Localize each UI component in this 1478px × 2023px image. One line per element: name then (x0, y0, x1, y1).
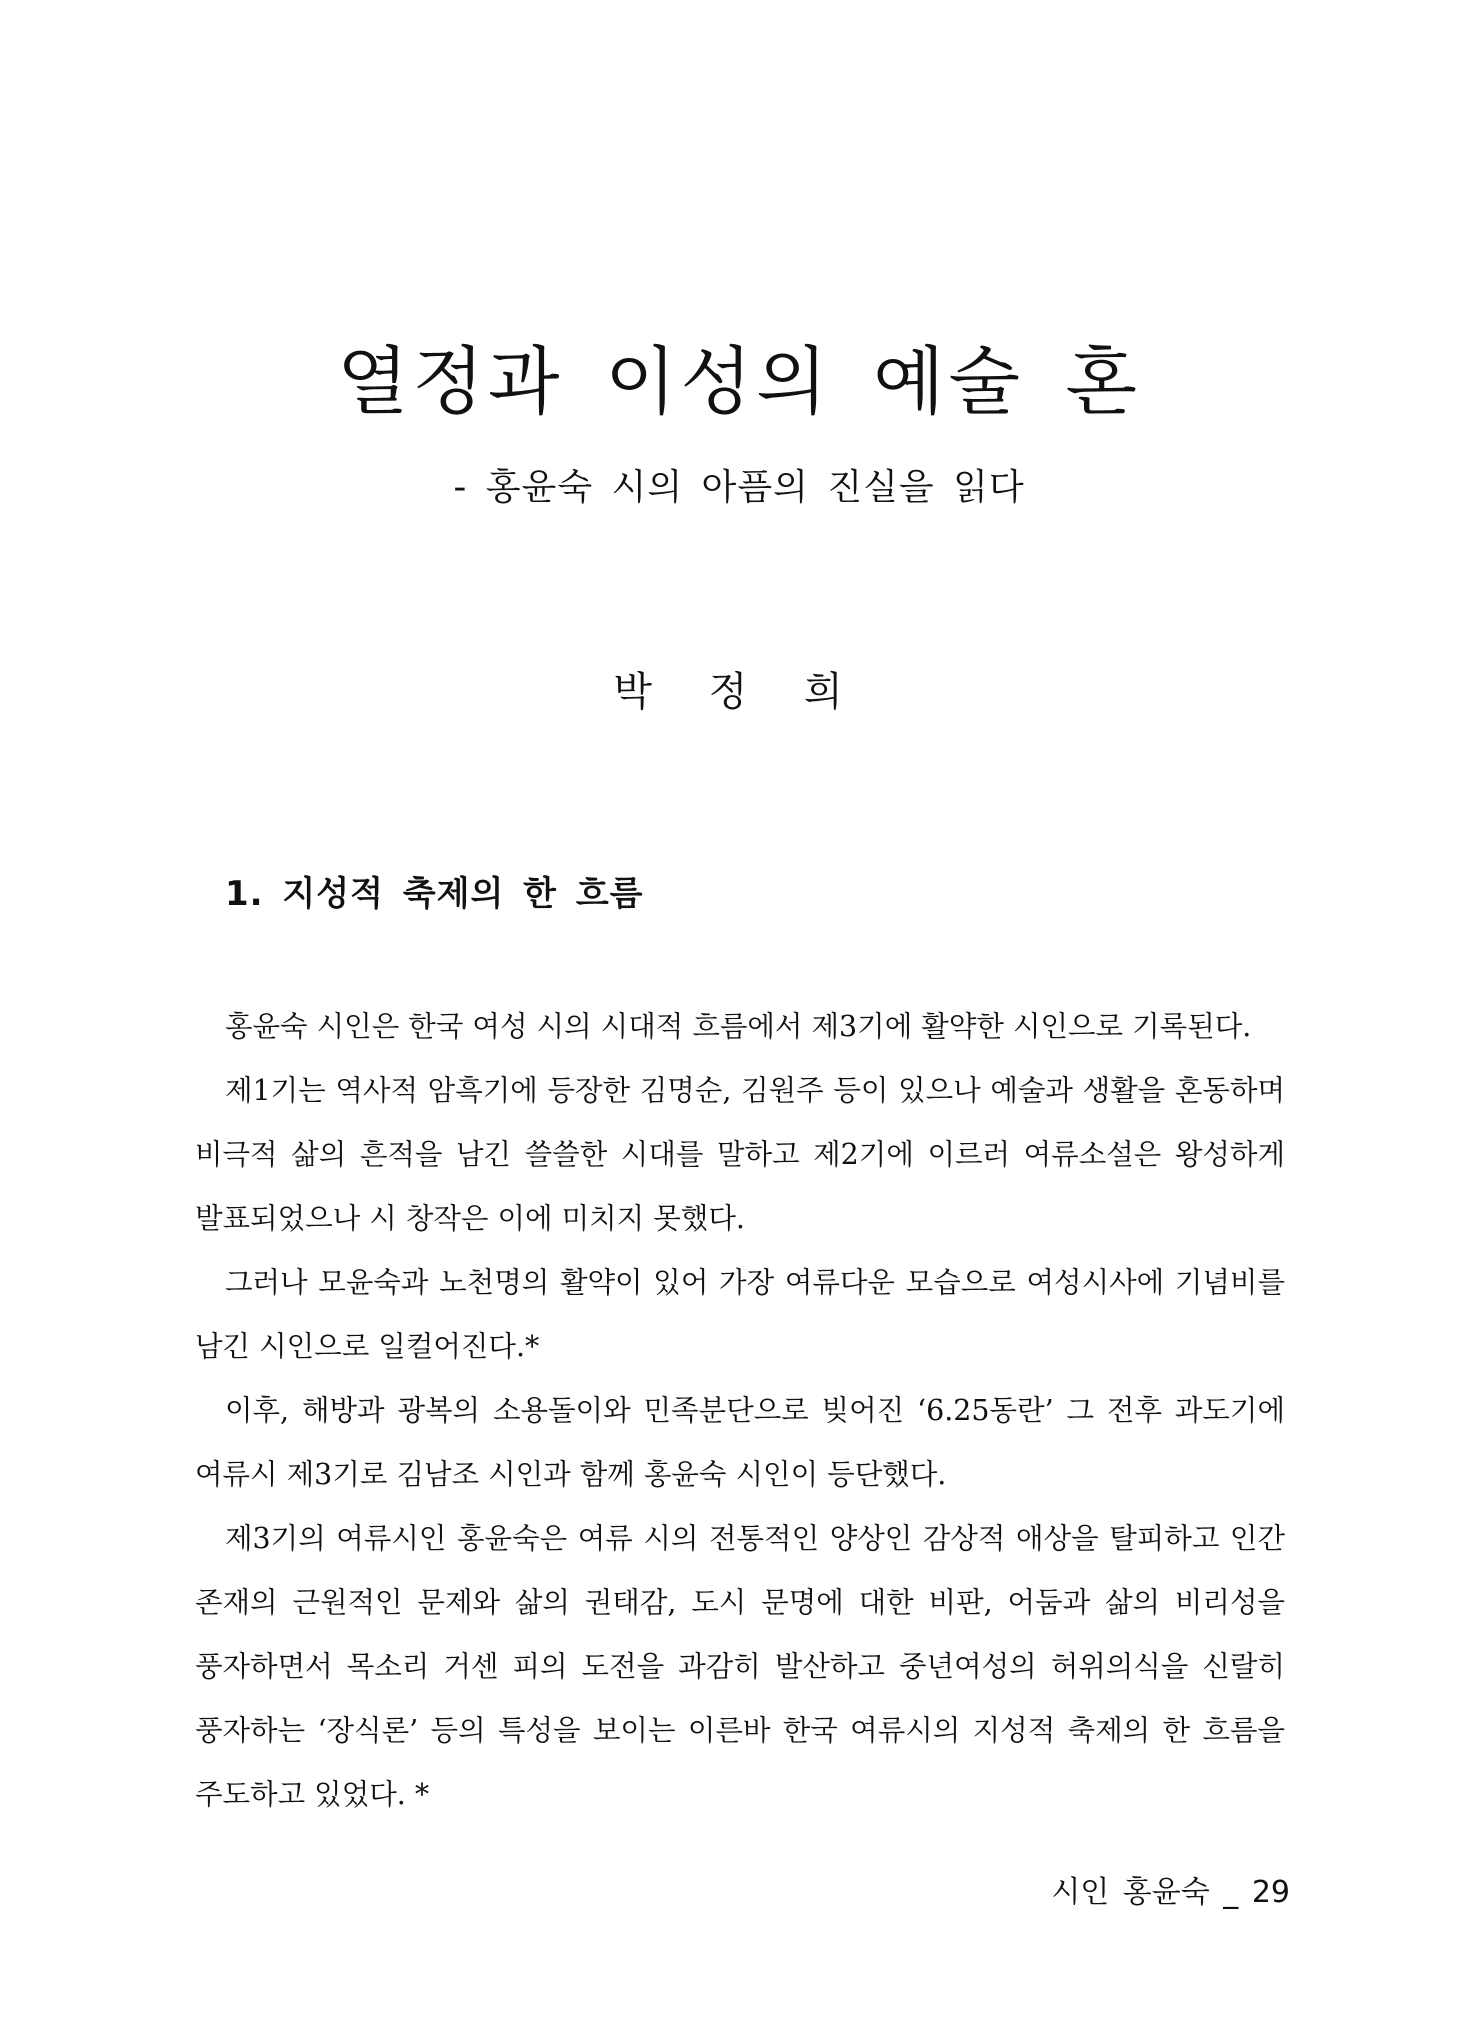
article-subtitle: - 홍윤숙 시의 아픔의 진실을 읽다 (453, 467, 1025, 508)
author-name: 박 정 희 (613, 669, 865, 715)
paragraph: 제3기의 여류시인 홍윤숙은 여류 시의 전통적인 양상인 감상적 애상을 탈피하고 인간 존재의 근원적인 문제와 삶의 권태감, 도시 문명에 대한 비판, 어둠과 삶의 비리성을 풍자하면서 목소리 거센 피의 도전을 과감히 발산하고 중년여성의 허위의식을 신랄히 풍자하는 ‘장식론’ 등의 특성을 보이는 이른바 한국 여류시의 지성적 축제의 한 흐름을 주도하고 있었다. * (195, 1522, 1286, 1811)
paragraph: 그러나 모윤숙과 노천명의 활약이 있어 가장 여류다운 모습으로 여성시사에 기념비를 남긴 시인으로 일컬어진다.* (195, 1266, 1285, 1363)
paragraph: 홍윤숙 시인은 한국 여성 시의 시대적 흐름에서 제3기에 활약한 시인으로 기록된다. (225, 1010, 1252, 1043)
body-text (195, 995, 1285, 1827)
paragraph: 이후, 해방과 광복의 소용돌이와 민족분단으로 빚어진 ‘6.25동란’ 그 전후 과도기에 여류시 제3기로 김남조 시인과 함께 홍윤숙 시인이 등단했다. (195, 1394, 1285, 1491)
page-footer: 시인 홍윤숙 _ 29 (1051, 1875, 1290, 1910)
paragraph: 제1기는 역사적 암흑기에 등장한 김명순, 김원주 등이 있으나 예술과 생활을 혼동하며 비극적 삶의 흔적을 남긴 쓸쓸한 시대를 말하고 제2기에 이르러 여류소설은 왕성하게 발표되었으나 시 창작은 이에 미치지 못했다. (195, 1074, 1285, 1235)
section-heading: 1. 지성적 축제의 한 흐름 (225, 874, 644, 914)
article-title: 열정과 이성의 예술 혼 (337, 339, 1141, 425)
